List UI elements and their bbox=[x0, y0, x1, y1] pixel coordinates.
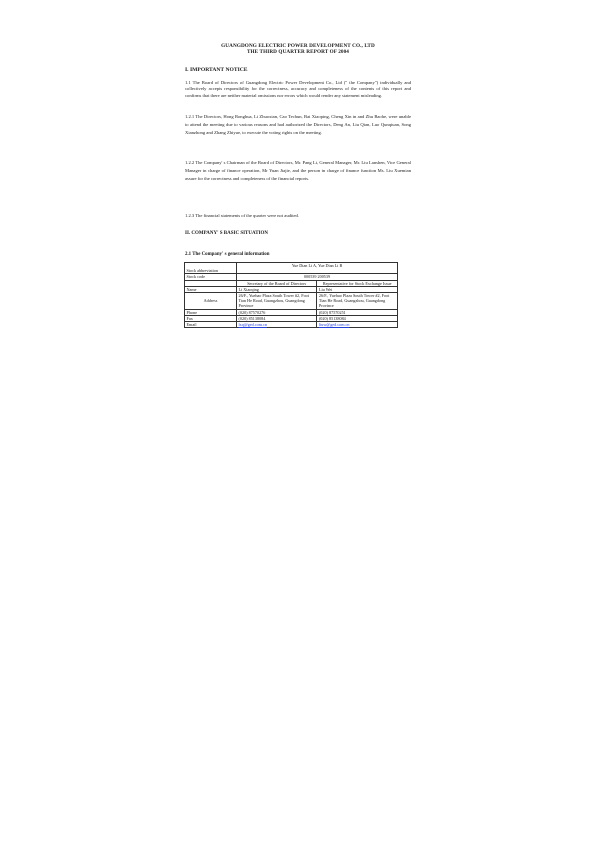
secretary-email-cell bbox=[236, 322, 316, 328]
stock-code-value: 000539 200539 bbox=[236, 274, 397, 280]
subsection-heading-general-info: 2.1 The Company' s general information bbox=[185, 252, 270, 257]
table-row bbox=[185, 263, 398, 274]
section-heading-important-notice: I. IMPORTANT NOTICE bbox=[185, 67, 248, 73]
company-title: GUANGDONG ELECTRIC POWER DEVELOPMENT CO., LTD bbox=[221, 43, 375, 49]
company-info-table bbox=[184, 262, 398, 328]
secretary-address: 26/F., Yuehao Plaza South Tower #2, Foot Tian He Road, Guangzhou, Guangdong Province bbox=[236, 293, 316, 310]
secretary-phone: (020) 87570276 bbox=[236, 309, 316, 315]
representative-email-cell bbox=[317, 322, 398, 328]
table-row bbox=[185, 293, 398, 310]
name-label: Name bbox=[185, 286, 237, 292]
fax-label: Fax bbox=[185, 315, 237, 321]
stock-abbreviation-value: Yue Dian Li A, Yue Dian Li B bbox=[236, 263, 397, 274]
secretary-fax: (020) 85138084 bbox=[236, 315, 316, 321]
column-header-representative: Representative for Stock Exchange Issue bbox=[317, 280, 398, 286]
phone-label: Phone bbox=[185, 309, 237, 315]
representative-phone: (020) 87570251 bbox=[317, 309, 398, 315]
representative-address: 26/F., Yuehao Plaza South Tower #2, Foot Tian He Road, Guangzhou, Guangdong Province bbox=[317, 293, 398, 310]
report-title: THE THIRD QUARTER REPORT OF 2004 bbox=[246, 49, 350, 55]
secretary-email-link[interactable]: lxq@ged.com.cn bbox=[238, 322, 267, 328]
address-label: Address bbox=[185, 293, 237, 310]
paragraph-1-2-1: 1.2.1 The Directors, Hong Ronghua, Li Zhuoxian, Cao Techun, Bai Xiaoping, Cheng Xin in and Zhu Baohe, were unable to attend the meeting due to various reasons and had authorized the Directors, Deng An, Liu Qian, Luo Qunqiuan, Song Xianzhong and Zhang Zhiyue, to execute the voting rights on the meeting. bbox=[185, 114, 411, 136]
table-row bbox=[185, 322, 398, 328]
paragraph-1-2-3: 1.2.3 The financial statements of the quarter were not audited. bbox=[185, 213, 299, 218]
paragraph-1-2-2: 1.2.2 The Company' s Chairman of the Board of Directors, Mr. Pang Li, General Manager, Mr. Liu Lanshen, Vice General Manager in charge of finance operation, Mr Yuan Jiajie, and the person in charge of finance function Ms. Liu Xuemian assure for the correctness and completeness of the financial reports. bbox=[185, 160, 411, 182]
secretary-name: Li Xiaoqing bbox=[236, 286, 316, 292]
paragraph-1-1: 1.1 The Board of Directors of Guangdong Electric Power Development Co., Ltd (" the Company") individually and collectively accepts responsibility for the correctness, accuracy and completeness of the contents of this report and confirms that there are neither material omissions nor errors which would render any statement misleading. bbox=[185, 80, 411, 98]
stock-abbreviation-label: Stock abbreviation bbox=[185, 263, 237, 274]
representative-fax: (020) 85138084 bbox=[317, 315, 398, 321]
representative-name: Liu Wei bbox=[317, 286, 398, 292]
stock-code-label: Stock code bbox=[185, 274, 237, 280]
column-header-secretary: Secretary of the Board of Directors bbox=[236, 280, 316, 286]
representative-email-link[interactable]: liuw@ged.com.cn bbox=[318, 322, 350, 328]
section-heading-basic-situation: II. COMPANY' S BASIC SITUATION bbox=[185, 231, 269, 236]
email-label: Email bbox=[185, 322, 237, 328]
